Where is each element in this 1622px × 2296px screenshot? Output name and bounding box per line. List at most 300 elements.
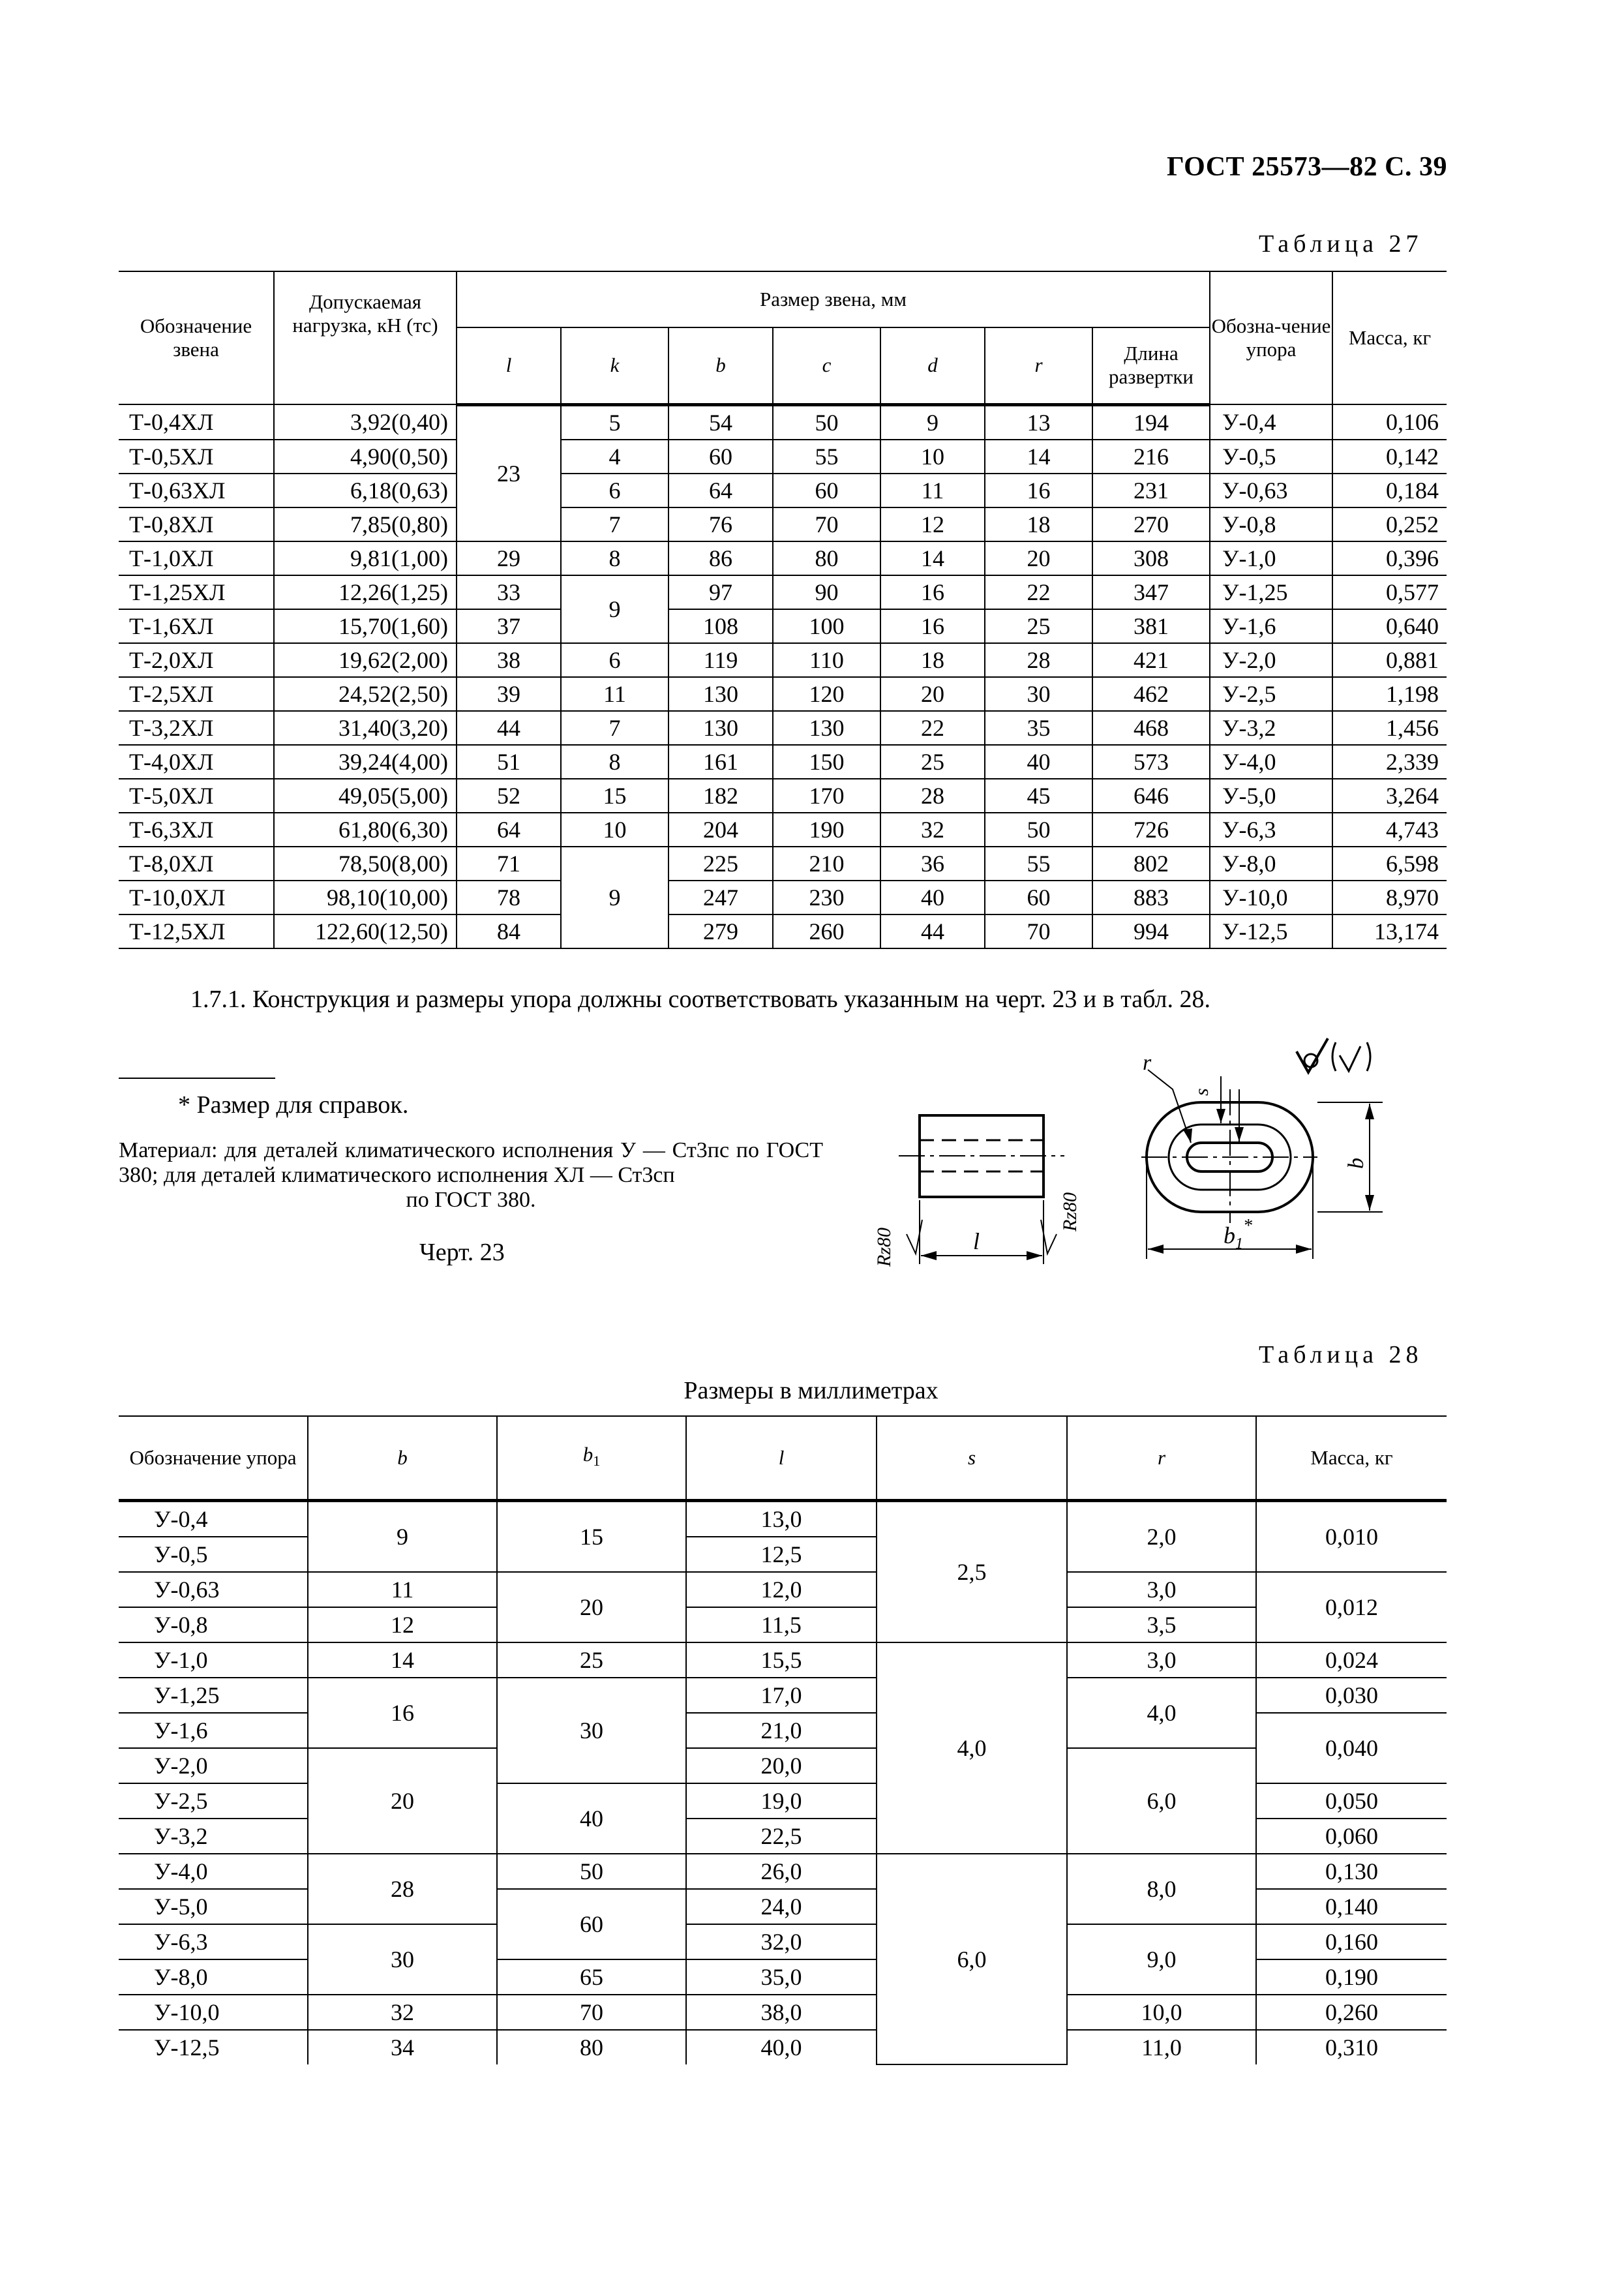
t27-cell-d: 20 xyxy=(880,677,985,711)
t28-cell-r: 6,0 xyxy=(1067,1748,1256,1854)
t28-cell-r: 3,5 xyxy=(1067,1607,1256,1642)
t27-cell-load: 78,50(8,00) xyxy=(274,847,457,881)
t27-cell-load: 31,40(3,20) xyxy=(274,711,457,745)
t27-cell-b: 60 xyxy=(668,440,773,474)
t28-cell-l: 19,0 xyxy=(686,1783,877,1819)
t28-cell-b1: 30 xyxy=(497,1678,686,1783)
t27-cell-c: 60 xyxy=(773,474,880,507)
t28-cell-b: 34 xyxy=(308,2030,497,2064)
t27-cell-c: 50 xyxy=(773,404,880,440)
t28-cell-r: 8,0 xyxy=(1067,1854,1256,1924)
t28-cell-b: 14 xyxy=(308,1642,497,1678)
t28-cell-b: 16 xyxy=(308,1678,497,1748)
t27-cell-d: 9 xyxy=(880,404,985,440)
t27-cell-b: 119 xyxy=(668,643,773,677)
t28-cell-l: 12,5 xyxy=(686,1537,877,1572)
t27-cell-mass: 0,184 xyxy=(1332,474,1447,507)
t27-cell-r: 60 xyxy=(985,881,1092,914)
table-row xyxy=(119,1678,1447,1713)
t27-cell-c: 210 xyxy=(773,847,880,881)
t28-cell-designation: У-10,0 xyxy=(119,1995,308,2030)
t28-cell-designation: У-2,0 xyxy=(119,1748,308,1783)
t28-cell-b: 12 xyxy=(308,1607,497,1642)
t27-cell-mass: 2,339 xyxy=(1332,745,1447,779)
t27-cell-load: 39,24(4,00) xyxy=(274,745,457,779)
t27-cell-load: 12,26(1,25) xyxy=(274,575,457,609)
table-27-body xyxy=(119,404,1447,948)
t28-cell-b1: 60 xyxy=(497,1889,686,1959)
table-28-units: Размеры в миллиметрах xyxy=(683,1377,939,1404)
t28-header-l: l xyxy=(686,1416,877,1501)
dim-s-label: s xyxy=(1191,1088,1212,1096)
t27-cell-mass: 0,142 xyxy=(1332,440,1447,474)
t27-cell-b: 247 xyxy=(668,881,773,914)
table-row xyxy=(119,881,1447,914)
t27-cell-l: 38 xyxy=(457,643,561,677)
t28-cell-designation: У-0,4 xyxy=(119,1501,308,1537)
t27-cell-stop: У-4,0 xyxy=(1210,745,1332,779)
t27-cell-stop: У-2,0 xyxy=(1210,643,1332,677)
t27-cell-b: 279 xyxy=(668,914,773,948)
header-stop: Обозна-чение упора xyxy=(1210,271,1332,404)
t28-cell-r: 10,0 xyxy=(1067,1995,1256,2030)
t27-cell-r: 25 xyxy=(985,609,1092,643)
t28-cell-designation: У-1,0 xyxy=(119,1642,308,1678)
t27-cell-designation: Т-10,0ХЛ xyxy=(119,881,274,914)
t28-cell-r: 4,0 xyxy=(1067,1678,1256,1748)
t28-cell-designation: У-4,0 xyxy=(119,1854,308,1889)
t28-cell-s: 2,5 xyxy=(877,1501,1067,1643)
t27-cell-designation: Т-12,5ХЛ xyxy=(119,914,274,948)
t28-cell-designation: У-5,0 xyxy=(119,1889,308,1924)
t27-cell-l: 37 xyxy=(457,609,561,643)
t28-cell-designation: У-1,25 xyxy=(119,1678,308,1713)
t27-cell-mass: 0,396 xyxy=(1332,541,1447,575)
t28-cell-mass: 0,030 xyxy=(1256,1678,1447,1713)
stop-drawing xyxy=(861,1024,1448,1298)
t27-cell-c: 190 xyxy=(773,813,880,847)
table-row xyxy=(119,404,1447,440)
t27-cell-b: 54 xyxy=(668,404,773,440)
t27-cell-b: 76 xyxy=(668,507,773,541)
t27-cell-designation: Т-5,0ХЛ xyxy=(119,779,274,813)
t28-cell-designation: У-1,6 xyxy=(119,1713,308,1748)
t27-cell-designation: Т-2,5ХЛ xyxy=(119,677,274,711)
t27-cell-r: 50 xyxy=(985,813,1092,847)
t28-header-b1 xyxy=(497,1416,686,1501)
t27-cell-load: 122,60(12,50) xyxy=(274,914,457,948)
table-row xyxy=(119,745,1447,779)
t27-cell-l: 52 xyxy=(457,779,561,813)
header-k: k xyxy=(561,327,668,404)
t27-cell-designation: Т-1,6ХЛ xyxy=(119,609,274,643)
t27-cell-designation: Т-0,5ХЛ xyxy=(119,440,274,474)
t27-cell-length: 421 xyxy=(1092,643,1210,677)
t27-cell-d: 18 xyxy=(880,643,985,677)
t27-cell-d: 36 xyxy=(880,847,985,881)
t28-cell-l: 40,0 xyxy=(686,2030,877,2064)
table-row xyxy=(119,2030,1447,2064)
t27-cell-r: 35 xyxy=(985,711,1092,745)
t27-cell-mass: 13,174 xyxy=(1332,914,1447,948)
t28-cell-mass: 0,012 xyxy=(1256,1572,1447,1642)
t27-cell-r: 28 xyxy=(985,643,1092,677)
t27-cell-r: 45 xyxy=(985,779,1092,813)
t27-cell-k: 6 xyxy=(561,643,668,677)
t27-cell-l: 84 xyxy=(457,914,561,948)
t28-header-b1-letter: b xyxy=(582,1442,593,1466)
t27-cell-d: 40 xyxy=(880,881,985,914)
t28-cell-r: 3,0 xyxy=(1067,1642,1256,1678)
t27-cell-l: 78 xyxy=(457,881,561,914)
t27-cell-d: 25 xyxy=(880,745,985,779)
t27-cell-c: 110 xyxy=(773,643,880,677)
t28-cell-b: 32 xyxy=(308,1995,497,2030)
t27-cell-mass: 1,198 xyxy=(1332,677,1447,711)
t27-cell-load: 3,92(0,40) xyxy=(274,404,457,440)
t27-cell-mass: 0,252 xyxy=(1332,507,1447,541)
t27-cell-mass: 0,881 xyxy=(1332,643,1447,677)
paragraph-1-7-1: 1.7.1. Конструкция и размеры упора должны соответствовать указанным на черт. 23 и в табл. 28. xyxy=(190,986,1210,1013)
t27-cell-designation: Т-3,2ХЛ xyxy=(119,711,274,745)
t28-cell-b1: 40 xyxy=(497,1783,686,1854)
table-28-caption: Таблица 28 xyxy=(1259,1341,1423,1368)
t27-cell-stop: У-8,0 xyxy=(1210,847,1332,881)
t27-cell-b: 64 xyxy=(668,474,773,507)
material-note xyxy=(119,1138,823,1213)
rz-right-label: Rz80 xyxy=(1059,1192,1081,1231)
table-row xyxy=(119,914,1447,948)
t28-cell-b1: 50 xyxy=(497,1854,686,1889)
t27-cell-stop: У-0,4 xyxy=(1210,404,1332,440)
t28-cell-l: 24,0 xyxy=(686,1889,877,1924)
table-row xyxy=(119,677,1447,711)
t27-cell-mass: 0,640 xyxy=(1332,609,1447,643)
t27-cell-mass: 1,456 xyxy=(1332,711,1447,745)
t27-cell-r: 55 xyxy=(985,847,1092,881)
t27-cell-load: 24,52(2,50) xyxy=(274,677,457,711)
t27-cell-mass: 0,577 xyxy=(1332,575,1447,609)
material-line-2: по ГОСТ 380. xyxy=(406,1188,536,1212)
t27-cell-r: 16 xyxy=(985,474,1092,507)
t27-cell-r: 30 xyxy=(985,677,1092,711)
table-row xyxy=(119,1642,1447,1678)
header-d: d xyxy=(880,327,985,404)
footnote-rule xyxy=(119,1078,275,1079)
t28-cell-designation: У-0,63 xyxy=(119,1572,308,1607)
t27-cell-load: 98,10(10,00) xyxy=(274,881,457,914)
t27-cell-c: 150 xyxy=(773,745,880,779)
t27-cell-c: 55 xyxy=(773,440,880,474)
t27-cell-d: 28 xyxy=(880,779,985,813)
t27-cell-k: 6 xyxy=(561,474,668,507)
t27-cell-l: 23 xyxy=(457,404,561,541)
t27-cell-length: 726 xyxy=(1092,813,1210,847)
t27-cell-k: 4 xyxy=(561,440,668,474)
t27-cell-c: 130 xyxy=(773,711,880,745)
t27-cell-length: 994 xyxy=(1092,914,1210,948)
t28-cell-r: 11,0 xyxy=(1067,2030,1256,2064)
t28-cell-l: 17,0 xyxy=(686,1678,877,1713)
t27-cell-d: 22 xyxy=(880,711,985,745)
t27-cell-length: 462 xyxy=(1092,677,1210,711)
t27-cell-stop: У-5,0 xyxy=(1210,779,1332,813)
t27-cell-d: 14 xyxy=(880,541,985,575)
header-b: b xyxy=(668,327,773,404)
t27-cell-r: 70 xyxy=(985,914,1092,948)
table-row xyxy=(119,1572,1447,1607)
t28-cell-s: 6,0 xyxy=(877,1854,1067,2064)
t28-cell-mass: 0,140 xyxy=(1256,1889,1447,1924)
dim-b1-label xyxy=(1224,1216,1252,1252)
t27-cell-load: 4,90(0,50) xyxy=(274,440,457,474)
t27-cell-designation: Т-1,25ХЛ xyxy=(119,575,274,609)
front-view xyxy=(1141,1038,1383,1259)
t28-cell-l: 22,5 xyxy=(686,1819,877,1854)
t28-cell-mass: 0,190 xyxy=(1256,1959,1447,1995)
t27-cell-length: 883 xyxy=(1092,881,1210,914)
header-r: r xyxy=(985,327,1092,404)
t27-cell-b: 108 xyxy=(668,609,773,643)
t27-cell-designation: Т-4,0ХЛ xyxy=(119,745,274,779)
t28-cell-mass: 0,040 xyxy=(1256,1713,1447,1783)
t27-cell-load: 6,18(0,63) xyxy=(274,474,457,507)
t27-cell-designation: Т-0,63ХЛ xyxy=(119,474,274,507)
t27-cell-l: 33 xyxy=(457,575,561,609)
t27-cell-stop: У-2,5 xyxy=(1210,677,1332,711)
t27-cell-stop: У-12,5 xyxy=(1210,914,1332,948)
t28-cell-designation: У-8,0 xyxy=(119,1959,308,1995)
t27-cell-b: 204 xyxy=(668,813,773,847)
header-mass: Масса, кг xyxy=(1332,271,1447,404)
dim-b1-star: * xyxy=(1243,1216,1252,1236)
table-row xyxy=(119,1607,1447,1642)
t27-cell-k: 11 xyxy=(561,677,668,711)
t28-cell-l: 11,5 xyxy=(686,1607,877,1642)
t27-cell-load: 9,81(1,00) xyxy=(274,541,457,575)
footnote: * Размер для справок. xyxy=(178,1091,409,1119)
t27-cell-d: 16 xyxy=(880,575,985,609)
table-row xyxy=(119,779,1447,813)
t27-cell-b: 225 xyxy=(668,847,773,881)
t28-cell-l: 26,0 xyxy=(686,1854,877,1889)
t27-cell-designation: Т-2,0ХЛ xyxy=(119,643,274,677)
t27-cell-l: 71 xyxy=(457,847,561,881)
t28-cell-designation: У-0,5 xyxy=(119,1537,308,1572)
table-row xyxy=(119,440,1447,474)
t27-cell-k: 7 xyxy=(561,507,668,541)
t27-cell-load: 49,05(5,00) xyxy=(274,779,457,813)
t27-cell-load: 7,85(0,80) xyxy=(274,507,457,541)
t28-cell-mass: 0,024 xyxy=(1256,1642,1447,1678)
t28-header-designation: Обозначение упора xyxy=(119,1416,308,1501)
t28-header-r: r xyxy=(1067,1416,1256,1501)
t27-cell-l: 39 xyxy=(457,677,561,711)
t27-cell-r: 18 xyxy=(985,507,1092,541)
table-row xyxy=(119,1501,1447,1537)
t27-cell-designation: Т-0,4ХЛ xyxy=(119,404,274,440)
t27-cell-stop: У-0,5 xyxy=(1210,440,1332,474)
table-28 xyxy=(119,1415,1447,2065)
t28-cell-l: 15,5 xyxy=(686,1642,877,1678)
table-row xyxy=(119,1924,1447,1959)
table-28-body xyxy=(119,1501,1447,2065)
t28-header-b: b xyxy=(308,1416,497,1501)
t28-cell-s: 4,0 xyxy=(877,1642,1067,1854)
t27-cell-stop: У-1,25 xyxy=(1210,575,1332,609)
t27-cell-length: 573 xyxy=(1092,745,1210,779)
t28-cell-b: 20 xyxy=(308,1748,497,1854)
t27-cell-length: 231 xyxy=(1092,474,1210,507)
t27-cell-c: 120 xyxy=(773,677,880,711)
table-row xyxy=(119,847,1447,881)
table-row xyxy=(119,1854,1447,1889)
figure-caption: Черт. 23 xyxy=(419,1239,505,1266)
t28-cell-designation: У-0,8 xyxy=(119,1607,308,1642)
table-27-caption: Таблица 27 xyxy=(1259,230,1423,258)
t28-cell-b: 11 xyxy=(308,1572,497,1607)
header-l: l xyxy=(457,327,561,404)
t27-cell-k: 9 xyxy=(561,847,668,948)
t27-cell-mass: 6,598 xyxy=(1332,847,1447,881)
t28-cell-designation: У-2,5 xyxy=(119,1783,308,1819)
t27-cell-d: 44 xyxy=(880,914,985,948)
t27-cell-length: 308 xyxy=(1092,541,1210,575)
t28-cell-b: 28 xyxy=(308,1854,497,1924)
t27-cell-designation: Т-6,3ХЛ xyxy=(119,813,274,847)
rz-left-label: Rz80 xyxy=(873,1228,895,1267)
t27-cell-length: 216 xyxy=(1092,440,1210,474)
t28-cell-l: 21,0 xyxy=(686,1713,877,1748)
t27-cell-load: 19,62(2,00) xyxy=(274,643,457,677)
t27-cell-load: 61,80(6,30) xyxy=(274,813,457,847)
t27-cell-l: 44 xyxy=(457,711,561,745)
table-row xyxy=(119,1995,1447,2030)
t28-cell-mass: 0,010 xyxy=(1256,1501,1447,1573)
t27-cell-length: 802 xyxy=(1092,847,1210,881)
t27-cell-c: 70 xyxy=(773,507,880,541)
t28-cell-b: 9 xyxy=(308,1501,497,1573)
t27-cell-c: 230 xyxy=(773,881,880,914)
t28-cell-b1: 20 xyxy=(497,1572,686,1642)
t28-cell-r: 2,0 xyxy=(1067,1501,1256,1573)
t27-cell-designation: Т-0,8ХЛ xyxy=(119,507,274,541)
t27-cell-c: 260 xyxy=(773,914,880,948)
t27-cell-r: 14 xyxy=(985,440,1092,474)
t27-cell-length: 194 xyxy=(1092,404,1210,440)
t27-cell-b: 97 xyxy=(668,575,773,609)
header-load: Допускаемая нагрузка, кН (тс) xyxy=(274,271,457,404)
table-row xyxy=(119,474,1447,507)
t28-cell-l: 12,0 xyxy=(686,1572,877,1607)
table-row xyxy=(119,507,1447,541)
t27-cell-r: 13 xyxy=(985,404,1092,440)
t28-cell-l: 35,0 xyxy=(686,1959,877,1995)
t27-cell-c: 90 xyxy=(773,575,880,609)
table-row xyxy=(119,609,1447,643)
t28-cell-mass: 0,260 xyxy=(1256,1995,1447,2030)
header-c: c xyxy=(773,327,880,404)
t27-cell-k: 15 xyxy=(561,779,668,813)
t28-cell-mass: 0,050 xyxy=(1256,1783,1447,1819)
t28-cell-mass: 0,160 xyxy=(1256,1924,1447,1959)
t28-cell-mass: 0,130 xyxy=(1256,1854,1447,1889)
t27-cell-l: 29 xyxy=(457,541,561,575)
header-length: Длина развертки xyxy=(1092,327,1210,404)
t27-cell-k: 8 xyxy=(561,745,668,779)
t27-cell-d: 16 xyxy=(880,609,985,643)
t27-cell-k: 5 xyxy=(561,404,668,440)
t27-cell-l: 51 xyxy=(457,745,561,779)
t27-cell-stop: У-0,63 xyxy=(1210,474,1332,507)
t27-cell-d: 10 xyxy=(880,440,985,474)
t28-cell-r: 3,0 xyxy=(1067,1572,1256,1607)
t27-cell-r: 40 xyxy=(985,745,1092,779)
header-designation: Обозначение звена xyxy=(119,271,274,404)
table-row xyxy=(119,575,1447,609)
t28-header-mass: Масса, кг xyxy=(1256,1416,1447,1501)
t28-cell-b1: 15 xyxy=(497,1501,686,1573)
t27-cell-length: 381 xyxy=(1092,609,1210,643)
t28-header-s: s xyxy=(877,1416,1067,1501)
t27-cell-k: 10 xyxy=(561,813,668,847)
t27-cell-stop: У-10,0 xyxy=(1210,881,1332,914)
t27-cell-length: 468 xyxy=(1092,711,1210,745)
t27-cell-b: 161 xyxy=(668,745,773,779)
t27-cell-k: 7 xyxy=(561,711,668,745)
side-view xyxy=(899,1115,1064,1264)
t27-cell-length: 646 xyxy=(1092,779,1210,813)
dim-l-label: l xyxy=(973,1228,980,1254)
t28-cell-mass: 0,060 xyxy=(1256,1819,1447,1854)
t28-cell-l: 20,0 xyxy=(686,1748,877,1783)
table-27 xyxy=(119,271,1447,949)
page-header: ГОСТ 25573—82 С. 39 xyxy=(1166,152,1447,182)
t28-cell-l: 32,0 xyxy=(686,1924,877,1959)
t27-cell-stop: У-3,2 xyxy=(1210,711,1332,745)
t27-cell-mass: 3,264 xyxy=(1332,779,1447,813)
t28-header-b1-sub: 1 xyxy=(593,1453,601,1470)
t27-cell-r: 20 xyxy=(985,541,1092,575)
t28-cell-l: 38,0 xyxy=(686,1995,877,2030)
t27-cell-mass: 4,743 xyxy=(1332,813,1447,847)
t28-cell-mass: 0,310 xyxy=(1256,2030,1447,2064)
t27-cell-l: 64 xyxy=(457,813,561,847)
t28-cell-designation: У-12,5 xyxy=(119,2030,308,2064)
material-line-1: Материал: для деталей климатического исполнения У — Ст3пс по ГОСТ 380; для деталей климатического исполнения ХЛ — Ст3сп xyxy=(119,1138,823,1187)
t28-cell-designation: У-3,2 xyxy=(119,1819,308,1854)
table-row xyxy=(119,711,1447,745)
t27-cell-mass: 8,970 xyxy=(1332,881,1447,914)
t28-cell-b1: 80 xyxy=(497,2030,686,2064)
table-row xyxy=(119,643,1447,677)
t27-cell-mass: 0,106 xyxy=(1332,404,1447,440)
t27-cell-r: 22 xyxy=(985,575,1092,609)
t27-cell-c: 80 xyxy=(773,541,880,575)
table-row xyxy=(119,1748,1447,1783)
t27-cell-b: 130 xyxy=(668,711,773,745)
t27-cell-d: 11 xyxy=(880,474,985,507)
t28-cell-l: 13,0 xyxy=(686,1501,877,1537)
t27-cell-k: 9 xyxy=(561,575,668,643)
t27-cell-b: 130 xyxy=(668,677,773,711)
t28-cell-b1: 70 xyxy=(497,1995,686,2030)
table-row xyxy=(119,813,1447,847)
t27-cell-designation: Т-1,0ХЛ xyxy=(119,541,274,575)
t27-cell-k: 8 xyxy=(561,541,668,575)
dim-r-label: r xyxy=(1143,1051,1152,1075)
dim-b-label: b xyxy=(1344,1158,1368,1169)
